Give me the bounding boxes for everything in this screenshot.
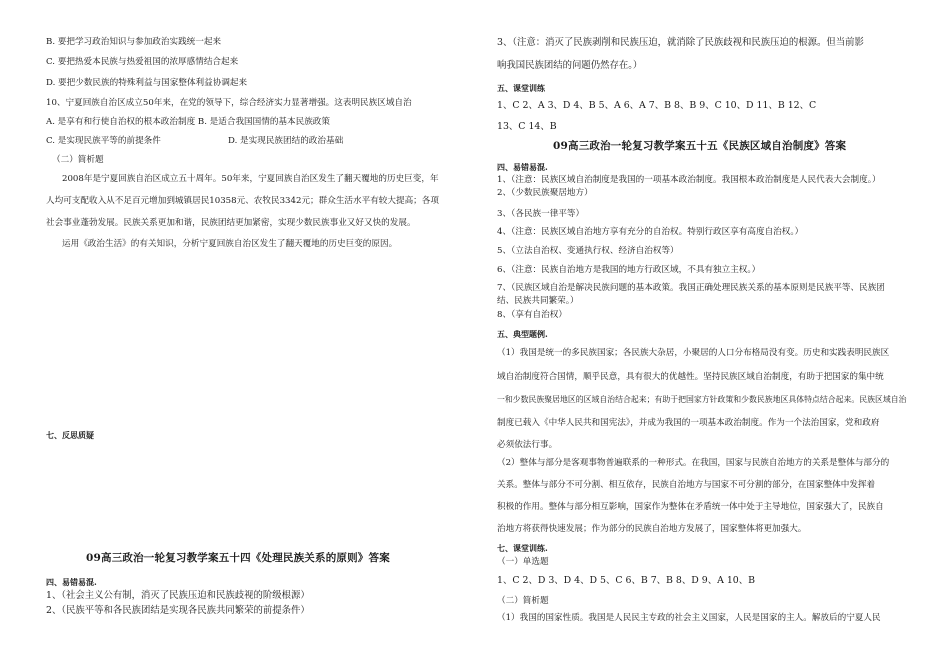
- section-heading-class-training: 五、课堂训练: [497, 83, 545, 93]
- analysis-paragraph-line: 2008年是宁夏回族自治区成立五十周年。50年来，宁夏回族自治区发生了翻天覆地的历史巨变，年: [62, 174, 439, 184]
- answer-key-line: 1、C 2、D 3、D 4、D 5、C 6、B 7、B 8、D 9、A 10、B: [497, 575, 756, 586]
- example-paragraph-line: （1）我国的国家性质。我国是人民民主专政的社会主义国家，人民是国家的主人。解放后的宁夏人民: [497, 613, 881, 623]
- answer-item: 5、（立法自治权、变通执行权、经济自治权等）: [497, 246, 679, 256]
- answer-item-continued: 响我国民族团结的问题仍然存在。）: [497, 60, 643, 71]
- question-10-options-ab: A. 是享有和行使自治权的根本政治制度 B. 是适合我国国情的基本民族政策: [46, 117, 330, 127]
- section-heading-reflection: 七、反思质疑: [46, 430, 94, 440]
- answer-item: 3、（注意：消灭了民族剥削和民族压迫，就消除了民族歧视和民族压迫的根源。但当前影: [497, 37, 864, 48]
- answer-title-54: 09高三政治一轮复习教学案五十四《处理民族关系的原则》答案: [86, 552, 390, 564]
- answer-item: 7、（民族区域自治是解决民族问题的基本政策。我国正确处理民族关系的基本原则是民族平等、民族团: [497, 283, 885, 293]
- option-c: C. 要把热爱本民族与热爱祖国的浓厚感情结合起来: [46, 57, 239, 67]
- example-paragraph-line: （2）整体与部分是客观事物普遍联系的一种形式。在我国，国家与民族自治地方的关系是整体与部分的: [497, 458, 890, 468]
- answer-item: 8、（享有自治权）: [497, 310, 567, 320]
- example-paragraph-line: 治地方将获得快速发展；作为部分的民族自治地方发展了，国家整体将更加强大。: [497, 524, 807, 534]
- answer-item: 1、（注意：民族区域自治制度是我国的一项基本政治制度。我国根本政治制度是人民代表大会制度。）: [497, 175, 881, 185]
- example-paragraph-line: 域自治制度符合国情，顺乎民意，具有很大的优越性。坚持民族区域自治制度，有助于把国家的集中统: [497, 372, 884, 382]
- answer-key-line: 1、C 2、A 3、D 4、B 5、A 6、A 7、B 8、B 9、C 10、D 11、B 12、C: [497, 100, 817, 111]
- answer-item: 6、（注意：民族自治地方是我国的地方行政区域，不具有独立主权。）: [497, 265, 761, 275]
- answer-item: 1、（社会主义公有制，消灭了民族压迫和民族歧视的阶级根源）: [46, 590, 310, 601]
- answer-item: 2、（少数民族聚居地方）: [497, 188, 593, 198]
- question-10-option-c: C. 是实现民族平等的前提条件: [46, 136, 161, 146]
- example-paragraph-line: （1）我国是统一的多民族国家；各民族大杂居，小聚居的人口分布格局没有变。历史和实践表明民族区: [497, 348, 890, 358]
- example-paragraph-line: 必须依法行事。: [497, 440, 558, 450]
- example-paragraph-line: 一和少数民族聚居地区的区域自治结合起来；有助于把国家方针政策和少数民族地区具体特点结合起来。民族区域自治: [497, 395, 907, 404]
- analysis-paragraph-line: 人均可支配收入从不足百元增加到城镇居民10358元、农牧民3342元；群众生活水平有较大提高；各项: [46, 196, 439, 206]
- option-d: D. 要把少数民族的特殊利益与国家整体利益协调起来: [46, 78, 248, 88]
- answer-key-line: 13、C 14、B: [497, 121, 557, 132]
- section-heading-class-training: 七、课堂训练.: [497, 543, 548, 553]
- subsection-heading: （二）简析题: [497, 596, 549, 606]
- answer-section-heading: 四、易错易混.: [497, 162, 548, 172]
- answer-item: 2、（民族平等和各民族团结是实现各民族共同繁荣的前提条件）: [46, 605, 310, 616]
- question-10-option-d: D. 是实现民族团结的政治基础: [228, 136, 344, 146]
- subsection-heading: （一）单选题: [497, 557, 549, 567]
- example-paragraph-line: 关系。整体与部分不可分割、相互依存，民族自治地方与国家不可分割的部分，在国家整体中发挥着: [497, 480, 876, 490]
- example-paragraph-line: 积极的作用。整体与部分相互影响，国家作为整体在矛盾统一体中处于主导地位，国家强大了，民族自: [497, 502, 884, 512]
- question-10: 10、宁夏回族自治区成立50年来，在党的领导下，综合经济实力显著增强。这表明民族区域自治: [46, 98, 412, 108]
- section-heading-analysis: （二）简析题: [52, 155, 104, 165]
- example-paragraph-line: 制度已载入《中华人民共和国宪法》，并成为我国的一项基本政治制度。作为一个法治国家，党和政府: [497, 418, 880, 428]
- option-b: B. 要把学习政治知识与参加政治实践统一起来: [46, 37, 222, 47]
- analysis-paragraph-line: 社会事业蓬勃发展。民族关系更加和谐，民族团结更加紧密，实现少数民族事业又好又快的发展。: [46, 218, 416, 228]
- answer-title-55: 09高三政治一轮复习教学案五十五《民族区域自治制度》答案: [553, 140, 847, 152]
- section-heading-typical-examples: 五、典型题例.: [497, 329, 548, 339]
- answer-item-continued: 结、民族共同繁荣。）: [497, 296, 579, 306]
- analysis-question: 运用《政治生活》的有关知识，分析宁夏回族自治区发生了翻天覆地的历史巨变的原因。: [62, 239, 398, 249]
- answer-item: 3、（各民族一律平等）: [497, 209, 585, 219]
- answer-item: 4、（注意：民族区域自治地方享有充分的自治权。特别行政区享有高度自治权。）: [497, 227, 804, 237]
- answer-section-heading: 四、易错易混.: [46, 577, 97, 587]
